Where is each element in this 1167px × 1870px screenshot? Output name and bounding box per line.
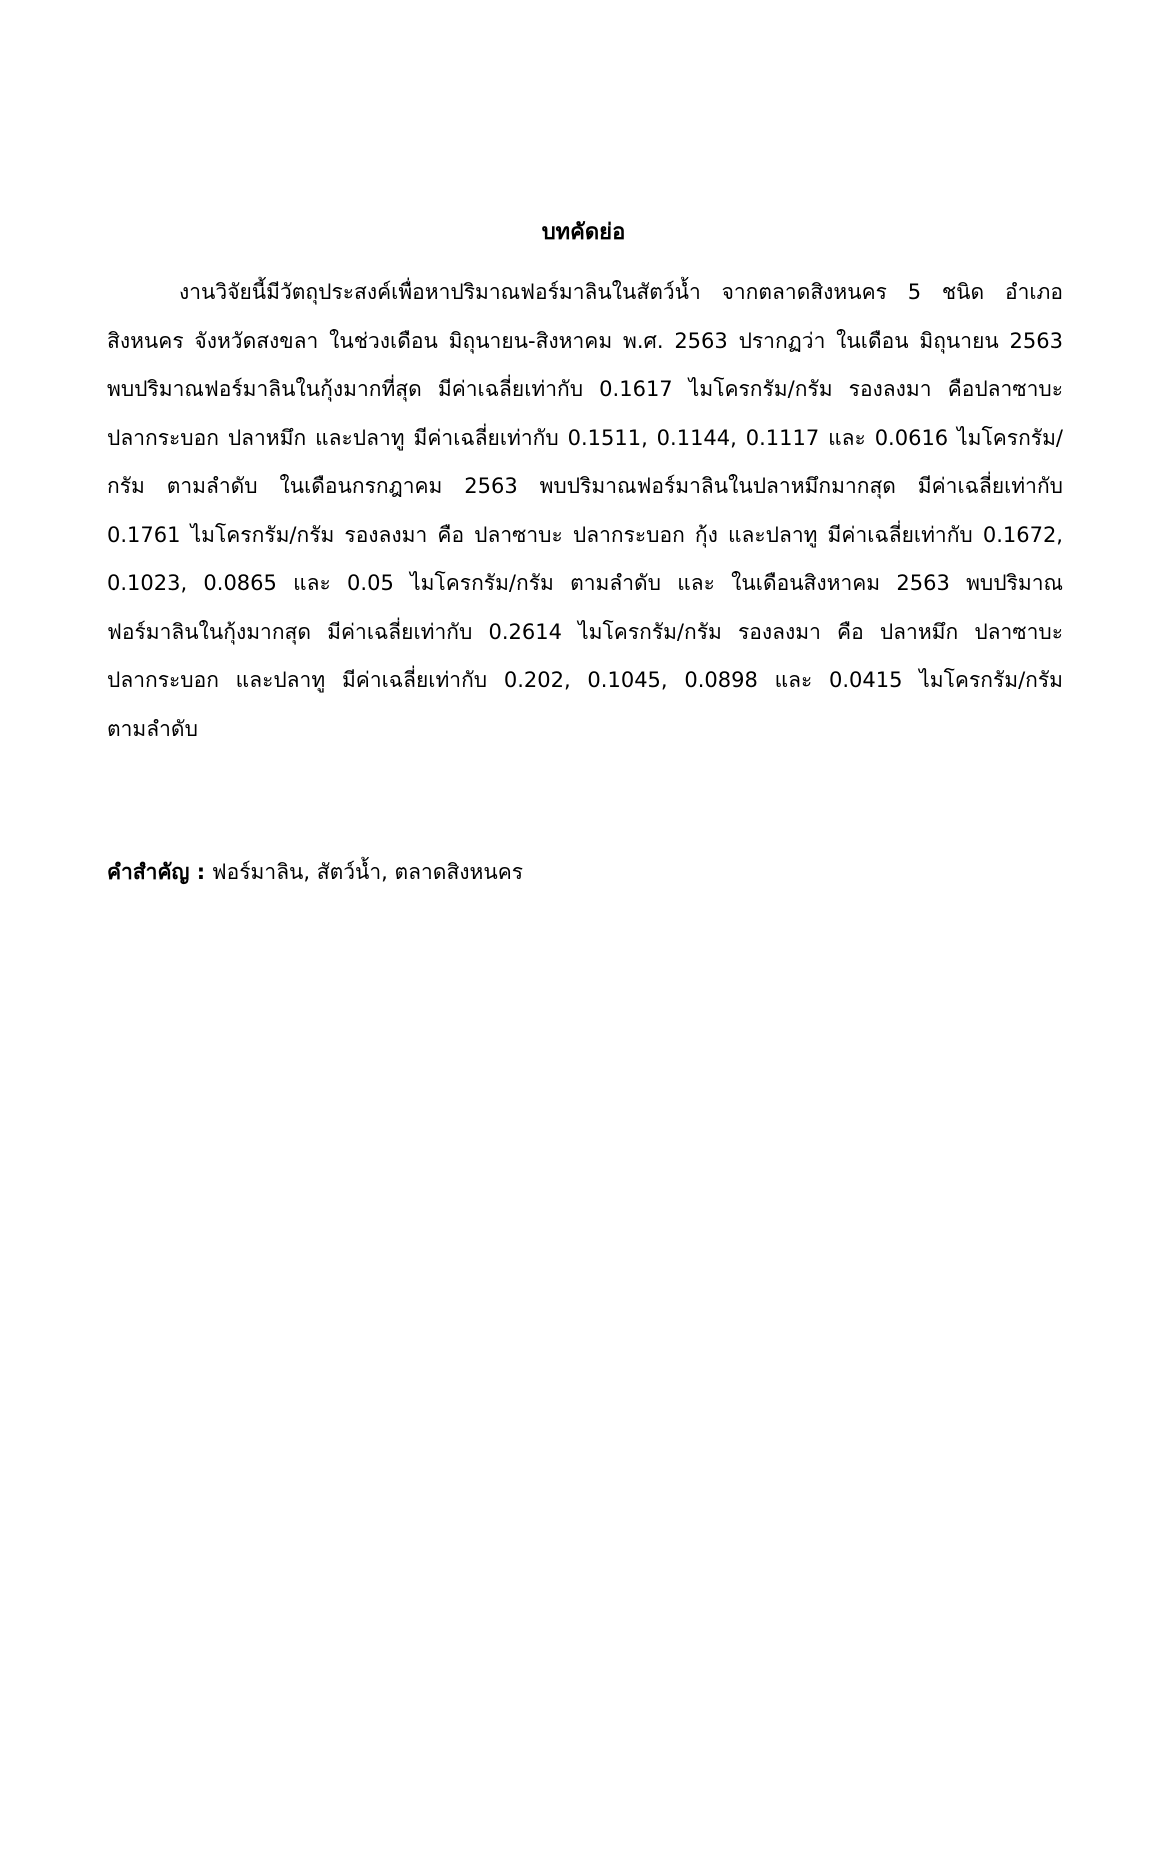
abstract-line-1: งานวิจัยนี้มีวัตถุประสงค์เพื่อหาปริมาณฟอร์มาลินในสัตว์น้ำ จากตลาดสิงหนคร 5 ชนิด อำเภอ — [179, 280, 1063, 304]
abstract-line-10: ตามลำดับ — [107, 716, 198, 741]
abstract-line-6: 0.1761 ไมโครกรัม/กรัม รองลงมา คือ ปลาซาบะ ปลากระบอก กุ้ง และปลาทู มีค่าเฉลี่ยเท่ากับ 0.1672, — [107, 522, 1063, 547]
abstract-line-9: ปลากระบอก และปลาทู มีค่าเฉลี่ยเท่ากับ 0.202, 0.1045, 0.0898 และ 0.0415 ไมโครกรัม/กรัม — [107, 668, 1063, 692]
keywords-label: คำสำคัญ : — [107, 860, 206, 884]
abstract-line-2: สิงหนคร จังหวัดสงขลา ในช่วงเดือน มิถุนายน-สิงหาคม พ.ศ. 2563 ปรากฏว่า ในเดือน มิถุนายน 2563 — [107, 328, 1063, 353]
abstract-line-4: ปลากระบอก ปลาหมึก และปลาทู มีค่าเฉลี่ยเท่ากับ 0.1511, 0.1144, 0.1117 และ 0.0616 ไมโครกรัม/ — [107, 425, 1063, 450]
keywords-value: ฟอร์มาลิน, สัตว์น้ำ, ตลาดสิงหนคร — [211, 860, 524, 884]
abstract-paragraph — [107, 268, 1063, 753]
abstract-line-7: 0.1023, 0.0865 และ 0.05 ไมโครกรัม/กรัม ตามลำดับ และ ในเดือนสิงหาคม 2563 พบปริมาณ — [107, 571, 1063, 595]
keywords-line — [107, 857, 1063, 887]
abstract-title: บทคัดย่อ — [541, 220, 626, 245]
abstract-line-8: ฟอร์มาลินในกุ้งมากสุด มีค่าเฉลี่ยเท่ากับ 0.2614 ไมโครกรัม/กรัม รองลงมา คือ ปลาหมึก ปลาซาบะ — [107, 619, 1063, 644]
abstract-line-5: กรัม ตามลำดับ ในเดือนกรกฎาคม 2563 พบปริมาณฟอร์มาลินในปลาหมึกมากสุด มีค่าเฉลี่ยเท่ากับ — [107, 474, 1063, 498]
abstract-line-3: พบปริมาณฟอร์มาลินในกุ้งมากที่สุด มีค่าเฉลี่ยเท่ากับ 0.1617 ไมโครกรัม/กรัม รองลงมา คือปลาซาบะ — [107, 377, 1063, 401]
